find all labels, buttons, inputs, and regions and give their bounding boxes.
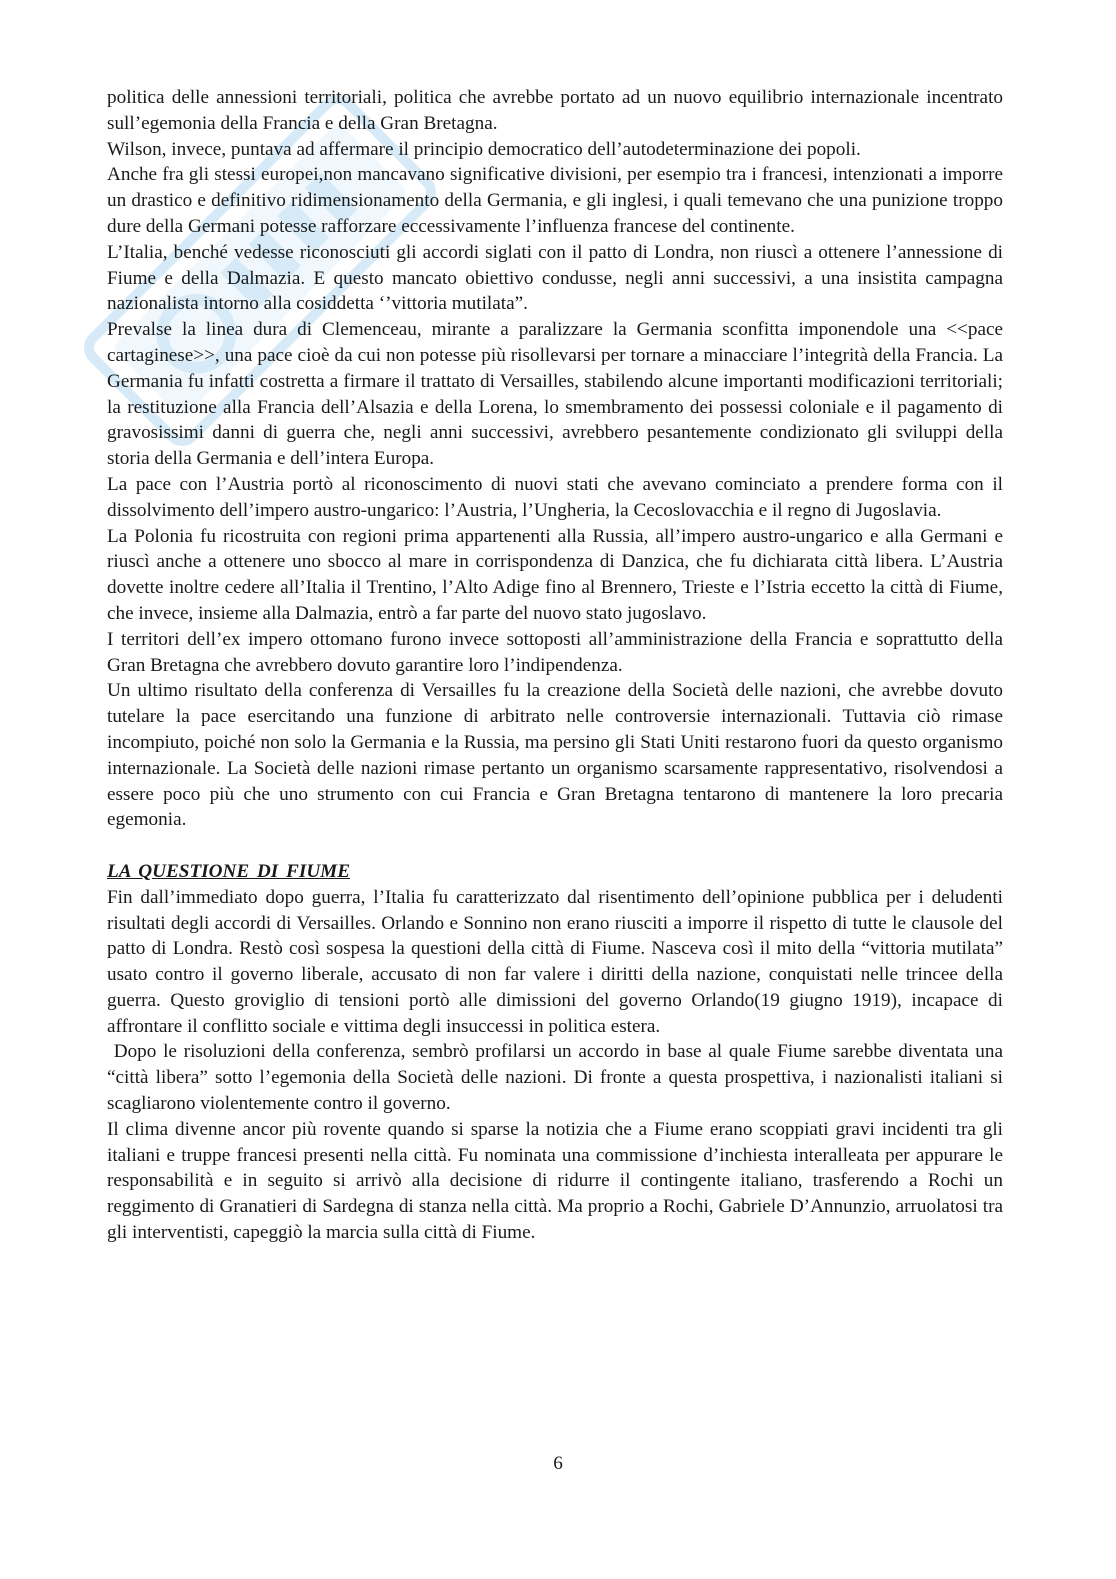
page-number: 6 xyxy=(553,1453,563,1474)
body-paragraph: Wilson, invece, puntava ad affermare il principio democratico dell’autodeterminazione dei popoli. xyxy=(107,138,861,160)
body-paragraph: politica delle annessioni territoriali, politica che avrebbe portato ad un nuovo equilibrio internazionale incentrato sull’egemonia della Francia e della Gran Bretagna. xyxy=(107,87,1003,134)
body-paragraph: Un ultimo risultato della conferenza di Versailles fu la creazione della Società delle nazioni, che avrebbe dovuto tutelare la pace esercitando una funzione di arbitrato nelle controversie internazionali. Tuttavia ciò rimase incompiuto, poiché non solo la Germania e la Russia, ma persino gli Stati Uniti restarono fuori da questo organismo internazionale. La Società delle nazioni rimase pertanto un organismo scarsamente rappresentativo, risolvendosi a essere poco più che uno strumento con cui Francia e Gran Bretagna tentarono di mantenere la loro precaria egemonia. xyxy=(107,680,1003,831)
body-paragraph: Anche fra gli stessi europei,non mancavano significative divisioni, per esempio tra i francesi, intenzionati a imporre un drastico e definitivo ridimensionamento della Germania, e gli inglesi, i quali temevano che una punizione troppo dure della Germani potesse rafforzare eccessivamente l’influenza francese del continente. xyxy=(107,164,1003,237)
page-body xyxy=(107,85,1003,1246)
body-paragraph: Prevalse la linea dura di Clemenceau, mirante a paralizzare la Germania sconfitta imponendole una <<pace cartaginese>>, una pace cioè da cui non potesse più risollevarsi per tornare a minacciare l’integrità della Francia. La Germania fu infatti costretta a firmare il trattato di Versailles, stabilendo alcune importanti modificazioni territoriali; la restituzione alla Francia dell’Alsazia e della Lorena, lo smembramento dei possessi coloniale e il pagamento di gravosissimi danni di guerra che, negli anni successivi, avrebbero pesantemente condizionato gli sviluppi della storia della Germania e dell’intera Europa. xyxy=(107,319,1003,470)
body-paragraph: L’Italia, benché vedesse riconosciuti gli accordi siglati con il patto di Londra, non riuscì a ottenere l’annessione di Fiume e della Dalmazia. E questo mancato obiettivo condusse, negli anni successivi, a una insistita campagna nazionalista intorno alla cosiddetta ‘’vittoria mutilata”. xyxy=(107,241,1003,315)
body-paragraph: Fin dall’immediato dopo guerra, l’Italia fu caratterizzato dal risentimento dell’opinione pubblica per i deludenti risultati degli accordi di Versailles. Orlando e Sonnino non erano riusciti a imporre il rispetto di tutte le clausole del patto di Londra. Restò così sospesa la questioni della città di Fiume. Nasceva così il mito della “vittoria mutilata” usato contro il governo liberale, accusato di non far valere i diritti della nazione, conquistati nelle trincee della guerra. Questo groviglio di tensioni portò alle dimissioni del governo Orlando(19 giugno 1919), incapace di affrontare il conflitto sociale e vittima degli insuccessi in politica estera. xyxy=(107,886,1003,1037)
body-paragraph: I territori dell’ex impero ottomano furono invece sottoposti all’amministrazione della Francia e soprattutto della Gran Bretagna che avrebbero dovuto garantire loro l’indipendenza. xyxy=(107,628,1003,676)
section-heading: LA QUESTIONE DI FIUME xyxy=(107,860,351,882)
body-paragraph: La pace con l’Austria portò al riconoscimento di nuovi stati che avevano cominciato a prendere forma con il dissolvimento dell’impero austro-ungarico: l’Austria, l’Ungheria, la Cecoslovacchia e il regno di Jugoslavia. xyxy=(107,473,1003,521)
paragraphs-after-heading xyxy=(107,885,1003,1246)
body-paragraph: Dopo le risoluzioni della conferenza, sembrò profilarsi un accordo in base al quale Fiume sarebbe diventata una “città libera” sotto l’egemonia della Società delle nazioni. Di fronte a questa prospettiva, i nazionalisti italiani si scagliarono violentemente contro il governo. xyxy=(107,1041,1003,1115)
body-paragraph: Il clima divenne ancor più rovente quando si sparse la notizia che a Fiume erano scoppiati gravi incidenti tra gli italiani e truppe francesi presenti nella città. Fu nominata una commissione d’inchiesta interalleata per appurare le responsabilità e in seguito si arrivò alla decisione di ridurre il contingente italiano, trasferendo a Rochi un reggimento di Granatieri di Sardegna di stanza nella città. Ma proprio a Rochi, Gabriele D’Annunzio, arruolatosi tra gli interventisti, capeggiò la marcia sulla città di Fiume. xyxy=(107,1118,1003,1244)
paragraphs-before-heading xyxy=(107,85,1003,833)
body-paragraph: La Polonia fu ricostruita con regioni prima appartenenti alla Russia, all’impero austro-ungarico e alla Germani e riuscì anche a ottenere uno sbocco al mare in corrispondenza di Danzica, che fu dichiarata città libera. L’Austria dovette inoltre cedere all’Italia il Trentino, l’Alto Adige fino al Brennero, Trieste e l’Istria eccetto la città di Fiume, che invece, insieme alla Dalmazia, entrò a far parte del nuovo stato jugoslavo. xyxy=(107,525,1003,624)
